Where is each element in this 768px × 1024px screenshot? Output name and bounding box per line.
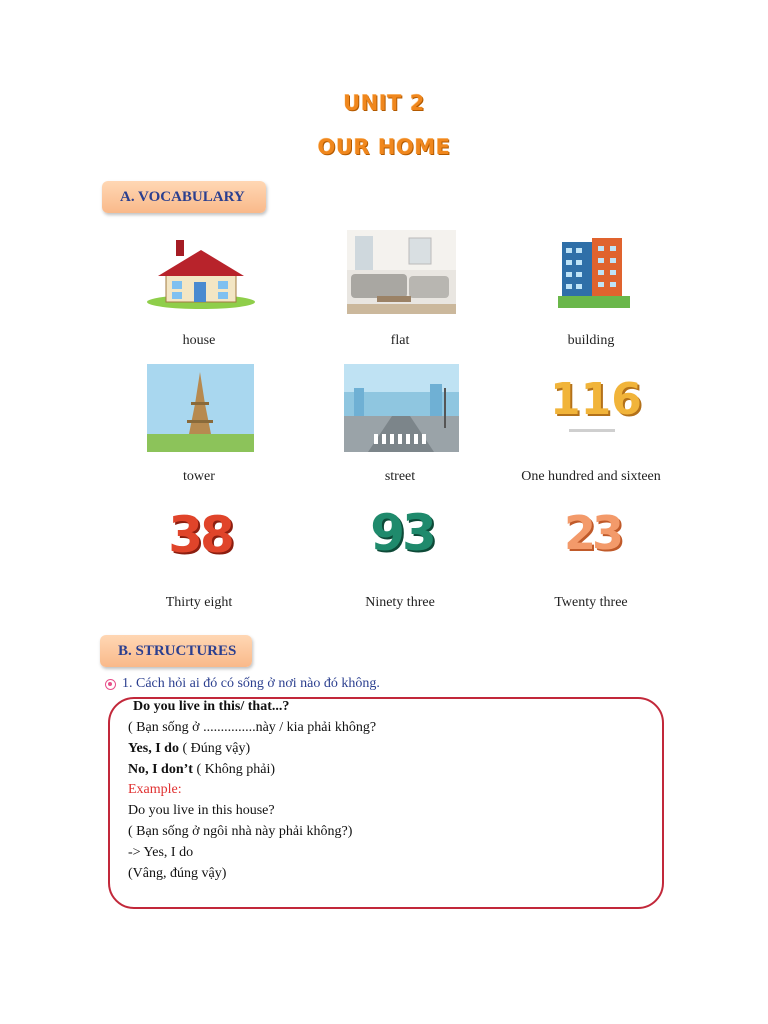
vocab-label-ninety-three: Ninety three: [365, 595, 435, 610]
no-translation: ( Không phải): [192, 762, 276, 777]
vocab-label-twenty-three: Twenty three: [554, 595, 628, 610]
vocab-label-building: building: [567, 333, 615, 348]
structure-item-title: 1. Cách hỏi ai đó có sống ở nơi nào đó không.: [122, 676, 380, 691]
number-93-icon: 93: [370, 504, 434, 562]
bullet-icon: [105, 679, 116, 690]
vocab-label-house: house: [182, 333, 216, 348]
vocab-label-street: street: [384, 469, 416, 484]
example-question-translation: ( Bạn sống ở ngôi nhà này phải không?): [128, 824, 353, 839]
number-23-icon: 23: [563, 506, 620, 560]
example-answer-translation: (Vâng, đúng vậy): [128, 866, 227, 881]
house-icon: [146, 236, 256, 310]
vocabulary-heading: A. VOCABULARY: [102, 181, 266, 213]
building-icon: [556, 236, 632, 312]
structures-heading: B. STRUCTURES: [100, 635, 252, 667]
structure-item-heading: [105, 676, 380, 692]
vocab-label-one-hundred-sixteen: One hundred and sixteen: [521, 469, 661, 484]
structure-question-translation: ( Bạn sống ở ...............này / kia phải không?: [128, 720, 377, 735]
example-answer: -> Yes, I do: [128, 845, 194, 860]
vocab-label-tower: tower: [183, 469, 215, 484]
structure-yes-line: [128, 741, 250, 757]
unit-subtitle: OUR HOME: [317, 135, 451, 159]
structure-no-line: [128, 762, 275, 778]
yes-answer: Yes, I do: [128, 741, 179, 756]
number-38-icon: 38: [168, 506, 232, 564]
structure-question: Do you live in this/ that...?: [133, 699, 290, 714]
example-label: Example:: [128, 782, 182, 797]
eiffel-tower-icon: [147, 364, 254, 452]
vocab-label-thirty-eight: Thirty eight: [165, 595, 233, 610]
vocab-label-flat: flat: [390, 333, 410, 348]
living-room-icon: [347, 230, 456, 314]
example-question: Do you live in this house?: [128, 803, 275, 818]
yes-translation: ( Đúng vậy): [178, 741, 251, 756]
street-icon: [344, 364, 459, 452]
unit-title: UNIT 2: [343, 91, 425, 115]
no-answer: No, I don’t: [128, 762, 193, 777]
number-116-icon: 116: [550, 374, 634, 444]
